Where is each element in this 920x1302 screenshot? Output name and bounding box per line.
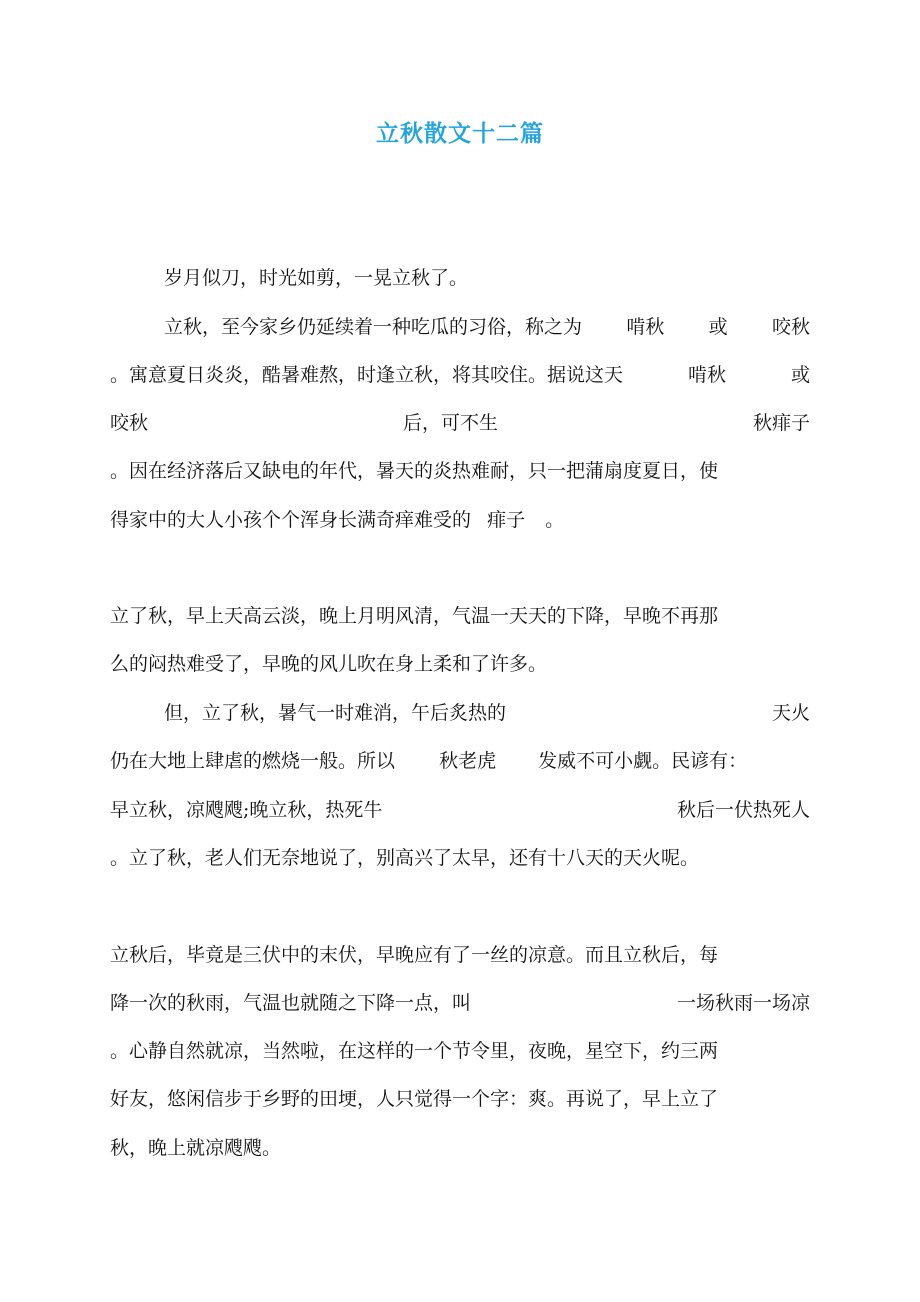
text-segment: 啃秋 (626, 316, 665, 338)
text-segment: 么的闷热难受了，早晚的风儿吹在身上柔和了许多。 (110, 653, 548, 675)
text-segment: 得家中的大人小孩个个浑身长满奇痒难受的 (110, 509, 472, 531)
text-segment: 降一次的秋雨，气温也就随之下降一点，叫 (110, 992, 472, 1014)
paragraph-line (110, 988, 810, 1018)
paragraph-line (110, 1084, 810, 1114)
text-segment: 痱子 (487, 509, 526, 531)
text-segment: 但，立了秋，暑气一时难消，午后炙热的 (164, 702, 507, 724)
paragraph-line (110, 360, 810, 390)
text-segment: 一场秋雨一场凉 (676, 992, 810, 1014)
text-segment: 岁月似刀，时光如剪，一晃立秋了。 (164, 267, 469, 289)
paragraph-line (164, 263, 810, 293)
paragraph-line (110, 1036, 810, 1066)
text-segment: 咬秋 (110, 412, 149, 434)
text-segment: 早立秋，凉飕飕;晚立秋，热死牛 (110, 799, 383, 821)
text-segment: 秋后一伏热死人 (676, 799, 810, 821)
text-segment: 。心静自然就凉，当然啦，在这样的一个节令里，夜晚，星空下，约三两 (110, 1040, 719, 1062)
text-segment: 咬秋 (771, 316, 810, 338)
text-segment: 秋，晚上就凉飕飕。 (110, 1137, 282, 1159)
text-segment: 或 (708, 316, 728, 338)
text-segment: 。立了秋，老人们无奈地说了，别高兴了太早，还有十八天的天火呢。 (110, 847, 700, 869)
paragraph-line (110, 505, 810, 535)
paragraph-line (110, 408, 810, 438)
text-segment: 发威不可小觑。民谚有： (538, 750, 748, 772)
text-segment: 天火 (771, 702, 810, 724)
text-segment: 好友，悠闲信步于乡野的田埂，人只觉得一个字：爽。再说了，早上立了 (110, 1088, 719, 1110)
text-segment: 立了秋，早上天高云淡，晚上月明风清，气温一天天的下降，早晚不再那 (110, 605, 719, 627)
document-title: 立秋散文十二篇 (376, 120, 544, 147)
text-segment: 仍在大地上肆虐的燃烧一般。所以 (110, 750, 396, 772)
paragraph-line (110, 843, 810, 873)
text-segment: 。 (545, 509, 565, 531)
paragraph-line (110, 940, 810, 970)
paragraph-line (110, 649, 810, 679)
text-segment: 。因在经济落后又缺电的年代，暑天的炎热难耐，只一把蒲扇度夏日，使 (110, 460, 719, 482)
paragraph-line (110, 601, 810, 631)
paragraph-line (164, 312, 810, 342)
text-segment: 。寓意夏日炎炎，酷暑难熬，时逢立秋，将其咬住。据说这天 (110, 364, 624, 386)
text-segment: 后，可不生 (402, 412, 498, 434)
paragraph-line (110, 456, 810, 486)
text-segment: 或 (790, 364, 810, 386)
text-segment: 秋老虎 (439, 750, 497, 772)
paragraph-line (110, 1133, 810, 1163)
paragraph-line (164, 698, 810, 728)
text-segment: 立秋，至今家乡仍延续着一种吃瓜的习俗，称之为 (164, 316, 583, 338)
paragraph-line (110, 795, 810, 825)
text-segment: 啃秋 (687, 364, 726, 386)
paragraph-line (110, 746, 810, 776)
text-segment: 秋痱子 (752, 412, 810, 434)
text-segment: 立秋后，毕竟是三伏中的末伏，早晚应有了一丝的凉意。而且立秋后，每 (110, 944, 719, 966)
